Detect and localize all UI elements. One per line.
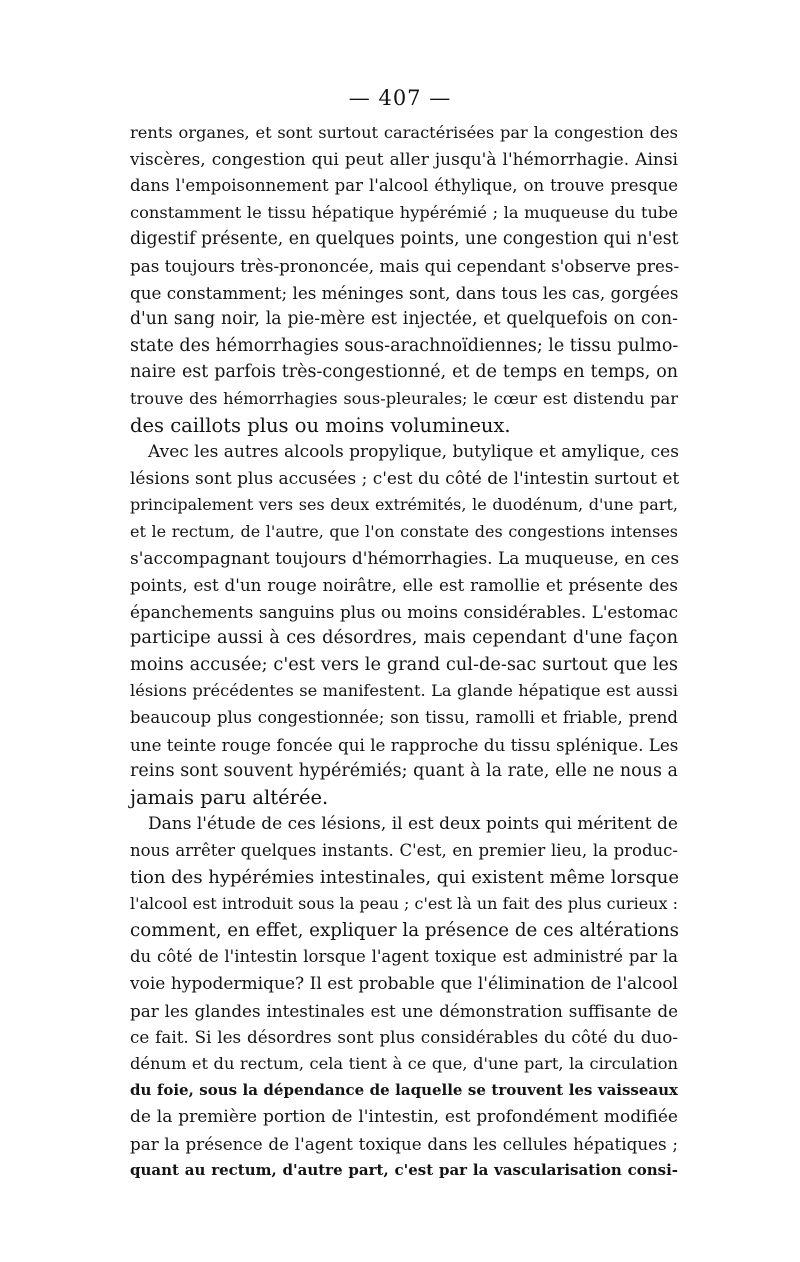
text-line: state des hémorrhagies sous-arachnoïdiennes; le tissu pulmo- [130, 335, 679, 356]
text-line: ce fait. Si les désordres sont plus considérables du côté du duo- [130, 1027, 678, 1048]
text-line: trouve des hémorrhagies sous-pleurales; le cœur est distendu par [130, 388, 678, 408]
text-line: points, est d'un rouge noirâtre, elle est ramollie et présente des [130, 575, 678, 596]
text-line: dénum et du rectum, cela tient à ce que, d'une part, la circulation [130, 1053, 678, 1073]
text-line: digestif présente, en quelques points, une congestion qui n'est [130, 229, 679, 250]
text-line: par la présence de l'agent toxique dans les cellules hépatiques ; [130, 1133, 678, 1154]
text-line: principalement vers ses deux extrémités, le duodénum, d'une part, [130, 495, 678, 515]
text-line: lésions sont plus accusées ; c'est du côté de l'intestin surtout et [130, 468, 680, 489]
text-line: rents organes, et sont surtout caractérisées par la congestion des [130, 123, 678, 142]
paragraph-start-line: Avec les autres alcools propylique, butylique et amylique, ces [148, 442, 679, 463]
text-line: lésions précédentes se manifestent. La glande hépatique est aussi [130, 681, 678, 701]
text-line: l'alcool est introduit sous la peau ; c'est là un fait des plus curieux : [130, 894, 678, 914]
text-line: que constamment; les méninges sont, dans tous les cas, gorgées [130, 282, 679, 303]
paragraph-end-line: des caillots plus ou moins volumineux. [130, 413, 511, 437]
text-line: participe aussi à ces désordres, mais cependant d'une façon [130, 628, 678, 649]
text-line: reins sont souvent hypérémiés; quant à la rate, elle ne nous a [130, 761, 678, 782]
text-line: d'un sang noir, la pie-mère est injectée, et quelquefois on con- [130, 309, 678, 330]
text-line: s'accompagnant toujours d'hémorrhagies. La muqueuse, en ces [130, 548, 680, 569]
text-line: pas toujours très-prononcée, mais qui cependant s'observe pres- [130, 255, 680, 276]
page-number: — 407 — [348, 86, 452, 110]
text-line: du côté de l'intestin lorsque l'agent toxique est administré par la [130, 947, 678, 967]
text-line: nous arrêter quelques instants. C'est, en premier lieu, la produc- [130, 841, 678, 861]
text-line: du foie, sous la dépendance de laquelle se trouvent les vaisseaux [130, 1081, 678, 1100]
text-line: par les glandes intestinales est une démonstration suffisante de [130, 1000, 678, 1021]
text-line: dans l'empoisonnement par l'alcool éthylique, on trouve presque [130, 176, 678, 196]
text-line: comment, en effet, expliquer la présence de ces altérations [130, 919, 680, 941]
text-line: tion des hypérémies intestinales, qui existent même lorsque [130, 866, 679, 888]
body-text [130, 120, 678, 1184]
text-line: beaucoup plus congestionnée; son tissu, ramolli et friable, prend [130, 708, 678, 728]
text-line: viscères, congestion qui peut aller jusqu'à l'hémorrhagie. Ainsi [130, 149, 678, 170]
text-line: moins accusée; c'est vers le grand cul-de-sac surtout que les [130, 654, 678, 675]
text-line: constamment le tissu hépatique hypérémié ; la muqueuse du tube [130, 202, 678, 222]
text-line: une teinte rouge foncée qui le rapproche du tissu splénique. Les [130, 734, 679, 755]
text-line: voie hypodermique? Il est probable que l'élimination de l'alcool [130, 974, 678, 994]
text-line: de la première portion de l'intestin, est profondément modifiée [130, 1106, 678, 1127]
text-line: naire est parfois très-congestionné, et de temps en temps, on [130, 362, 678, 383]
text-line: quant au rectum, d'autre part, c'est par la vascularisation consi- [130, 1161, 678, 1180]
paragraph-start-line: Dans l'étude de ces lésions, il est deux points qui méritent de [148, 814, 678, 835]
paragraph-end-line: jamais paru altérée. [130, 785, 329, 809]
text-line: épanchements sanguins plus ou moins considérables. L'estomac [130, 601, 678, 622]
text-line: et le rectum, de l'autre, que l'on constate des congestions intenses [130, 521, 678, 541]
